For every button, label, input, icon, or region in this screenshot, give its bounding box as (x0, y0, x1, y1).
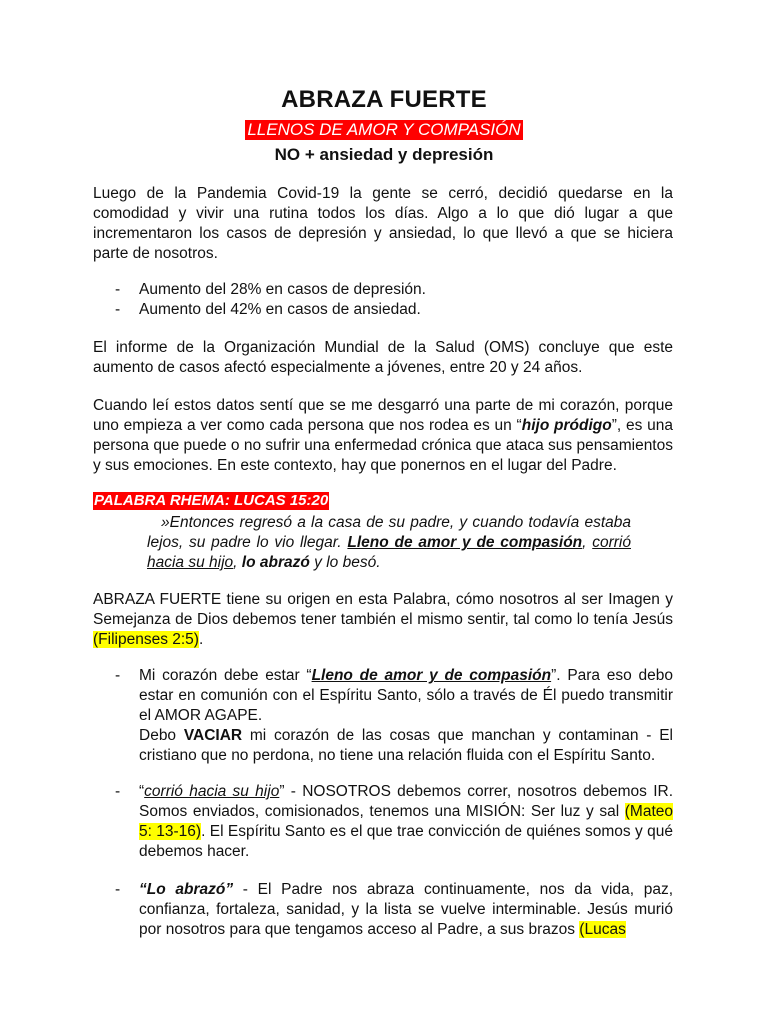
point-love-b: ”. Para eso debo estar en comunión con el Espíritu Santo, sólo a través de Él puedo transmitir el AMOR AGAPE. (139, 667, 674, 724)
stat-item: Aumento del 42% en casos de ansiedad. (139, 301, 421, 318)
point-hug-reference: (Lucas (579, 921, 626, 938)
point-ran-a: “ (139, 783, 145, 800)
point-ran-reference: (Mateo 5: 13-16) (139, 803, 673, 840)
document-subtitle: LLENOS DE AMOR Y COMPASIÓN (247, 120, 521, 139)
stat-bullet-dash: - (115, 301, 121, 318)
point-dash: - (115, 783, 121, 800)
point-love-text (139, 666, 673, 726)
quote-emphasis-ran: corrió hacia su hijo (147, 534, 631, 571)
point-ran-b: ” - NOSOTROS debemos correr, nosotros debemos IR. Somos enviados, comisionados, tenemos una MISIÓN: Ser luz y sal (139, 783, 673, 820)
point-empty-b: mi corazón de las cosas que manchan y contaminan - El cristiano que no perdona, no tiene una relación fluida con el Espíritu Santo. (139, 727, 673, 764)
quote-text-a: »Entonces regresó a la casa de su padre, y cuando todavía estaba lejos, su padre lo vio llegar. (147, 514, 631, 551)
point-dash: - (115, 881, 121, 898)
point-hug-emphasis: “Lo abrazó” (139, 881, 234, 898)
prodigal-son-phrase: hijo pródigo (521, 417, 612, 434)
quote-text-end: y lo besó. (309, 554, 381, 571)
quote-emphasis-love: Lleno de amor y de compasión (347, 534, 583, 551)
origin-paragraph (93, 590, 673, 650)
origin-reference: (Filipenses 2:5) (93, 631, 199, 648)
scripture-quote (147, 513, 631, 573)
stat-item: Aumento del 28% en casos de depresión. (139, 281, 426, 298)
point-hugged (139, 880, 673, 940)
point-love-compassion (139, 666, 673, 766)
point-empty-text (139, 726, 673, 766)
document-title: ABRAZA FUERTE (281, 86, 487, 113)
origin-text: ABRAZA FUERTE tiene su origen en esta Palabra, cómo nosotros al ser Imagen y Semejanza de Dios debemos tener también el mismo sentir, tal como lo tenía Jesús (93, 591, 673, 628)
point-empty-a: Debo (139, 727, 184, 744)
point-love-emphasis: Lleno de amor y de compasión (311, 667, 552, 684)
point-dash: - (115, 667, 121, 684)
quote-sep-2: , (233, 554, 242, 571)
intro-paragraph: Luego de la Pandemia Covid-19 la gente se cerró, decidió quedarse en la comodidad y vivir una rutina todos los días. Algo a lo que dió lugar a que incrementaron los casos de depresión y ansiedad, lo que llevó a que se hiciera parte de nosotros. (93, 185, 673, 262)
rhema-heading-wrap (93, 492, 329, 510)
quote-sep-1: , (582, 534, 593, 551)
point-hug-b: - El Padre nos abraza continuamente, nos da vida, paz, confianza, fortaleza, sanidad, y la lista se vuelve interminable. Jesús murió por nosotros para que tengamos acceso al Padre, a sus brazos (139, 881, 673, 938)
subtitle-wrap (0, 120, 768, 140)
quote-emphasis-hug: lo abrazó (241, 554, 310, 571)
point-ran-emphasis: corrió hacia su hijo (144, 783, 280, 800)
oms-paragraph: El informe de la Organización Mundial de la Salud (OMS) concluye que este aumento de casos afectó especialmente a jóvenes, entre 20 y 24 años. (93, 339, 673, 376)
point-ran-c: . El Espíritu Santo es el que trae convicción de quiénes somos y qué debemos hacer. (139, 823, 673, 860)
point-empty-emphasis: VACIAR (183, 727, 243, 744)
rhema-heading: PALABRA RHEMA: LUCAS 15:20 (94, 492, 329, 509)
reflection-paragraph (93, 396, 673, 476)
point-love-a: Mi corazón debe estar “ (139, 667, 312, 684)
reflection-text-b: ”, es una persona que puede o no sufrir una enfermedad crónica que ataca sus pensamientos y sus emociones. En este contexto, hay que ponernos en el lugar del Padre. (93, 417, 674, 474)
stat-bullet-dash: - (115, 281, 121, 298)
document-tagline: NO + ansiedad y depresión (274, 145, 494, 164)
point-ran-to-son (139, 782, 673, 862)
reflection-text-a: Cuando leí estos datos sentí que se me desgarró una parte de mi corazón, porque uno empieza a ver como cada persona que nos rodea es un “ (93, 397, 673, 434)
origin-end: . (198, 631, 204, 648)
